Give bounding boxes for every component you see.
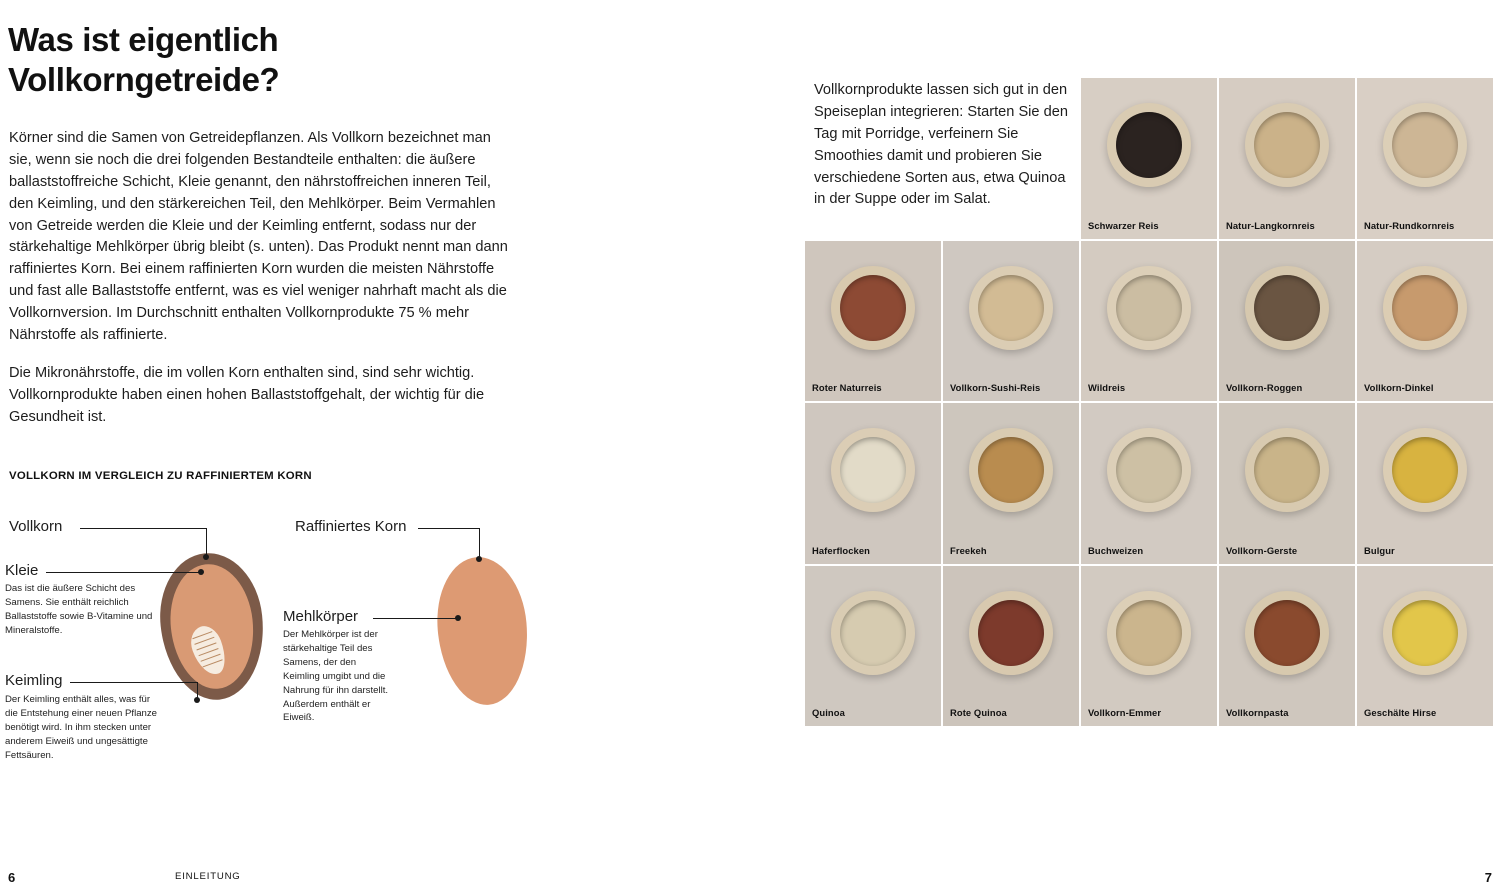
grain-cell — [1081, 241, 1217, 402]
grain-cell — [1219, 403, 1355, 564]
grain-label: Quinoa — [812, 707, 845, 718]
grain-label: Vollkorn-Roggen — [1226, 382, 1303, 393]
leader-mehlkoerper — [373, 618, 457, 619]
bowl-shape — [1383, 266, 1467, 350]
grain-label: Natur-Langkornreis — [1226, 219, 1315, 231]
label-keimling: Keimling — [5, 672, 63, 689]
intro-paragraph: Vollkornprodukte lassen sich gut in den Speiseplan integrieren: Starten Sie den Tag mit Porridge, verfeinern Sie Smoothies damit und probieren Sie verschiedene Sorten aus, etwa Quinoa in der Suppe oder im Salat. — [814, 82, 1068, 208]
paragraph-2: Die Mikronährstoffe, die im vollen Korn enthalten sind, sind sehr wichtig. Vollkornprodukte haben einen hohen Ballaststoffgehalt, der wichtig für die Gesundheit ist. — [9, 364, 485, 425]
leader-kleie — [46, 572, 200, 573]
bowl-shape — [1245, 428, 1329, 512]
grain-fill — [1392, 600, 1458, 666]
grain-fill — [1392, 437, 1458, 503]
bowl-shape — [1383, 103, 1467, 187]
grain-fill — [1116, 112, 1182, 178]
running-head: EINLEITUNG — [175, 871, 241, 882]
leader-vollkorn — [80, 528, 207, 529]
section-heading: VOLLKORN IM VERGLEICH ZU RAFFINIERTEM KORN — [9, 470, 312, 482]
leader-keimling-drop — [197, 682, 198, 698]
grain-label: Geschälte Hirse — [1364, 707, 1437, 718]
dot-mehlkoerper — [455, 615, 461, 621]
leader-vollkorn-drop — [206, 528, 207, 555]
label-vollkorn: Vollkorn — [9, 518, 63, 535]
grain-fill — [840, 275, 906, 341]
dot-vollkorn — [203, 554, 209, 560]
leader-raffiniert-drop — [479, 528, 480, 557]
grain-cell — [943, 403, 1079, 564]
grain-label: Bulgur — [1364, 544, 1395, 556]
grain-label: Freekeh — [950, 544, 987, 556]
bowl-shape — [1245, 591, 1329, 675]
label-raffiniertes-korn: Raffiniertes Korn — [295, 518, 407, 535]
grain-label: Natur-Rundkornreis — [1364, 219, 1455, 231]
grain-label: Vollkornpasta — [1226, 707, 1289, 718]
grain-cell — [805, 241, 941, 402]
page-title: Was ist eigentlich Vollkorngetreide? — [8, 21, 280, 99]
grain-cell — [1081, 78, 1217, 239]
grain-cell — [1219, 566, 1355, 727]
bowl-shape — [1107, 428, 1191, 512]
paragraph-1: Körner sind die Samen von Getreidepflanzen. Als Vollkorn bezeichnet man sie, wenn sie noch die drei folgenden Bestandteile enthalten: die äußere ballaststoffreiche Schicht, Kleie genannt, den nährstoffreichen inneren Teil, den Keimling, und den stärkereichen Teil, den Mehlkörper. Beim Vermahlen von Getreide werden die Kleie und der Keimling entfernt, sodass nur der stärkehaltige Mehlkörper übrig bleibt (s. unten). Das Produkt nennt man dann raffiniertes Korn. Bei einem raffinierten Korn wurden die meisten Nährstoffe und fast alle Ballaststoffe entfernt, was es viel weniger nahrhaft macht als die Vollkornversion. Im Durchschnitt enthalten Vollkornprodukte 75 % mehr Nährstoffe als raffinierte. — [9, 130, 508, 344]
grain-label: Roter Naturreis — [812, 382, 882, 393]
bowl-shape — [831, 428, 915, 512]
refined-grain-illustration — [432, 553, 534, 708]
dot-raffiniert — [476, 556, 482, 562]
folio-right: 7 — [1484, 870, 1492, 885]
grain-cell — [805, 566, 941, 727]
grain-label: Buchweizen — [1088, 544, 1144, 556]
note-keimling: Der Keimling enthält alles, was für die Entstehung einer neuen Pflanze benötigt wird. In ihm stecken unter anderem Eiweiß und ungesättigte Fettsäuren. — [5, 694, 158, 761]
bowl-shape — [1107, 266, 1191, 350]
bowl-shape — [1383, 428, 1467, 512]
bowl-shape — [831, 591, 915, 675]
grain-fill — [1392, 112, 1458, 178]
grain-label: Vollkorn-Dinkel — [1364, 382, 1434, 393]
bowl-shape — [1107, 103, 1191, 187]
grain-cell — [1357, 566, 1493, 727]
grain-fill — [1254, 600, 1320, 666]
grain-cell — [1357, 403, 1493, 564]
folio-left: 6 — [8, 870, 16, 885]
grain-cell — [943, 566, 1079, 727]
note-kleie: Das ist die äußere Schicht des Samens. Sie enthält reichlich Ballaststoffe sowie B-Vitamine und Mineralstoffe. — [5, 583, 153, 636]
grain-fill — [840, 437, 906, 503]
grain-label: Wildreis — [1088, 382, 1126, 393]
grain-cell — [1219, 241, 1355, 402]
grain-fill — [840, 600, 906, 666]
grain-cell — [805, 403, 941, 564]
bowl-shape — [831, 266, 915, 350]
grain-cell — [1081, 403, 1217, 564]
grain-label: Vollkorn-Gerste — [1226, 544, 1298, 556]
bowl-shape — [969, 591, 1053, 675]
grain-label: Vollkorn-Sushi-Reis — [950, 382, 1041, 393]
grain-fill — [978, 600, 1044, 666]
label-kleie: Kleie — [5, 562, 39, 579]
bowl-shape — [1383, 591, 1467, 675]
grain-fill — [978, 437, 1044, 503]
dot-keimling — [194, 697, 200, 703]
dot-kleie — [198, 569, 204, 575]
right-page — [750, 0, 1500, 893]
grain-fill — [1116, 600, 1182, 666]
grain-cell — [1357, 78, 1493, 239]
grain-fill — [1116, 275, 1182, 341]
bowl-shape — [1245, 266, 1329, 350]
grain-label: Haferflocken — [812, 544, 870, 556]
grain-cell — [1219, 78, 1355, 239]
grain-label: Rote Quinoa — [950, 707, 1007, 718]
bowl-shape — [1107, 591, 1191, 675]
grain-anatomy-diagram — [0, 505, 600, 805]
grain-cell — [1081, 566, 1217, 727]
grain-fill — [1392, 275, 1458, 341]
leader-raffiniert — [418, 528, 480, 529]
body-copy — [9, 128, 514, 445]
leader-keimling — [70, 682, 198, 683]
label-mehlkoerper: Mehlkörper — [283, 608, 359, 625]
grain-fill — [1254, 275, 1320, 341]
grain-label: Vollkorn-Emmer — [1088, 707, 1162, 718]
bowl-shape — [969, 266, 1053, 350]
note-mehlkoerper: Der Mehlkörper ist der stärkehaltige Teil des Samens, der den Keimling umgibt und die Nahrung für ihn darstellt. Außerdem enthält er Eiweiß. — [283, 629, 389, 724]
bowl-shape — [1245, 103, 1329, 187]
grain-fill — [1254, 437, 1320, 503]
grain-fill — [1116, 437, 1182, 503]
grain-cell — [1357, 241, 1493, 402]
grain-cell — [943, 241, 1079, 402]
grain-label: Schwarzer Reis — [1088, 219, 1159, 231]
grain-fill — [1254, 112, 1320, 178]
bowl-shape — [969, 428, 1053, 512]
grain-fill — [978, 275, 1044, 341]
